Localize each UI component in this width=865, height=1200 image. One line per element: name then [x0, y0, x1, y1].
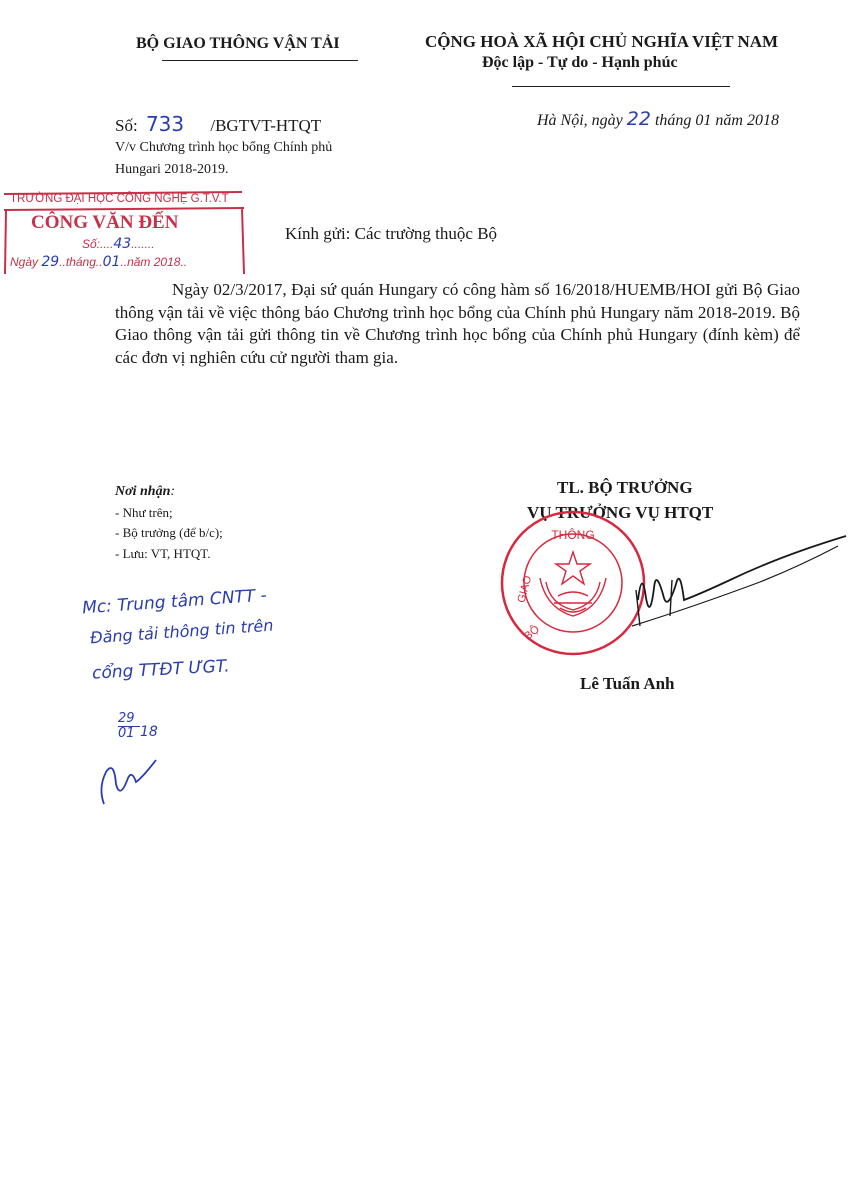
stamp-so-label: Số:	[82, 237, 101, 251]
stamp-ngay-value: 29	[41, 254, 60, 270]
stamp-thang-label: tháng	[65, 255, 96, 269]
stamp-school: TRƯỜNG ĐẠI HỌC CÔNG NGHỆ G.T.V.T	[10, 193, 229, 205]
signature-title-1: TL. BỘ TRƯỞNG	[557, 478, 693, 497]
signer-name: Lê Tuấn Anh	[580, 674, 675, 693]
received-stamp	[2, 190, 246, 276]
stamp-thang-value: 01	[102, 254, 121, 270]
motto-underline	[512, 86, 730, 87]
stamp-so: Số:....43.......	[82, 236, 155, 252]
number-label: Số:	[115, 116, 138, 135]
stamp-date: Ngày 29..tháng..01..năm 2018..	[10, 254, 188, 270]
doc-code: /BGTVT-HTQT	[210, 116, 322, 135]
recipient-item: - Như trên;	[115, 504, 173, 520]
subject-line-2: Hungari 2018-2019.	[115, 162, 229, 177]
signature-scribble	[610, 528, 850, 638]
handwritten-date-bottom: 01	[118, 726, 135, 741]
subject-line-1: V/v Chương trình học bổng Chính phủ	[115, 140, 333, 155]
ministry-underline	[162, 60, 358, 61]
seal-text-bottom: BỘ	[522, 623, 542, 643]
place-date-prefix: Hà Nội, ngày	[537, 112, 623, 129]
recipients-title-text: Nơi nhận	[115, 484, 171, 499]
recipients-title: Nơi nhận:	[115, 484, 176, 499]
handwritten-date-year: 18	[140, 724, 158, 740]
ministry-name: BỘ GIAO THÔNG VẬN TẢI	[136, 35, 340, 52]
handwritten-note-line-3: cổng TTĐT ƯGT.	[91, 656, 231, 684]
seal-text-left: GIAO	[515, 574, 535, 605]
place-date	[537, 108, 779, 130]
stamp-so-value: 43	[113, 236, 132, 252]
stamp-ngay-label: Ngày	[10, 255, 39, 269]
handwritten-note-line-1: Mc: Trung tâm CNTT -	[81, 585, 268, 619]
seal-text-top: THÔNG	[551, 528, 595, 542]
recipient-item: - Lưu: VT, HTQT.	[115, 545, 211, 561]
body-text: Ngày 02/3/2017, Đại sứ quán Hungary có công hàm số 16/2018/HUEMB/HOI gửi Bộ Giao thông vận tải về việc thông báo Chương trình học bổng của Chính phủ Hungary năm 2018-2019. Bộ Giao thông vận tải gửi thông tin về Chương trình học bổng của Chính phủ Hungary (đính kèm) để các đơn vị nghiên cứu cử người tham gia.	[115, 280, 800, 367]
body-paragraph	[115, 279, 800, 369]
addressee: Kính gửi: Các trường thuộc Bộ	[285, 224, 498, 243]
doc-number	[115, 112, 321, 136]
stamp-title: CÔNG VĂN ĐẾN	[31, 212, 179, 233]
number-handwritten: 733	[145, 112, 185, 136]
motto: Độc lập - Tự do - Hạnh phúc	[482, 54, 678, 71]
handwritten-initials	[86, 748, 176, 808]
handwritten-date	[118, 712, 140, 741]
day-handwritten: 22	[626, 108, 651, 130]
nation-name: CỘNG HOÀ XÃ HỘI CHỦ NGHĨA VIỆT NAM	[425, 32, 779, 51]
recipients	[115, 482, 223, 564]
recipient-item: - Bộ trưởng (để b/c);	[115, 525, 223, 540]
stamp-nam-label: năm 2018	[127, 255, 181, 269]
signature-title-2: VỤ TRƯỞNG VỤ HTQT	[527, 503, 714, 522]
place-date-suffix: tháng 01 năm 2018	[654, 112, 779, 129]
handwritten-note-line-2: Đăng tải thông tin trên	[89, 615, 275, 648]
handwritten-date-top: 29	[118, 711, 135, 726]
